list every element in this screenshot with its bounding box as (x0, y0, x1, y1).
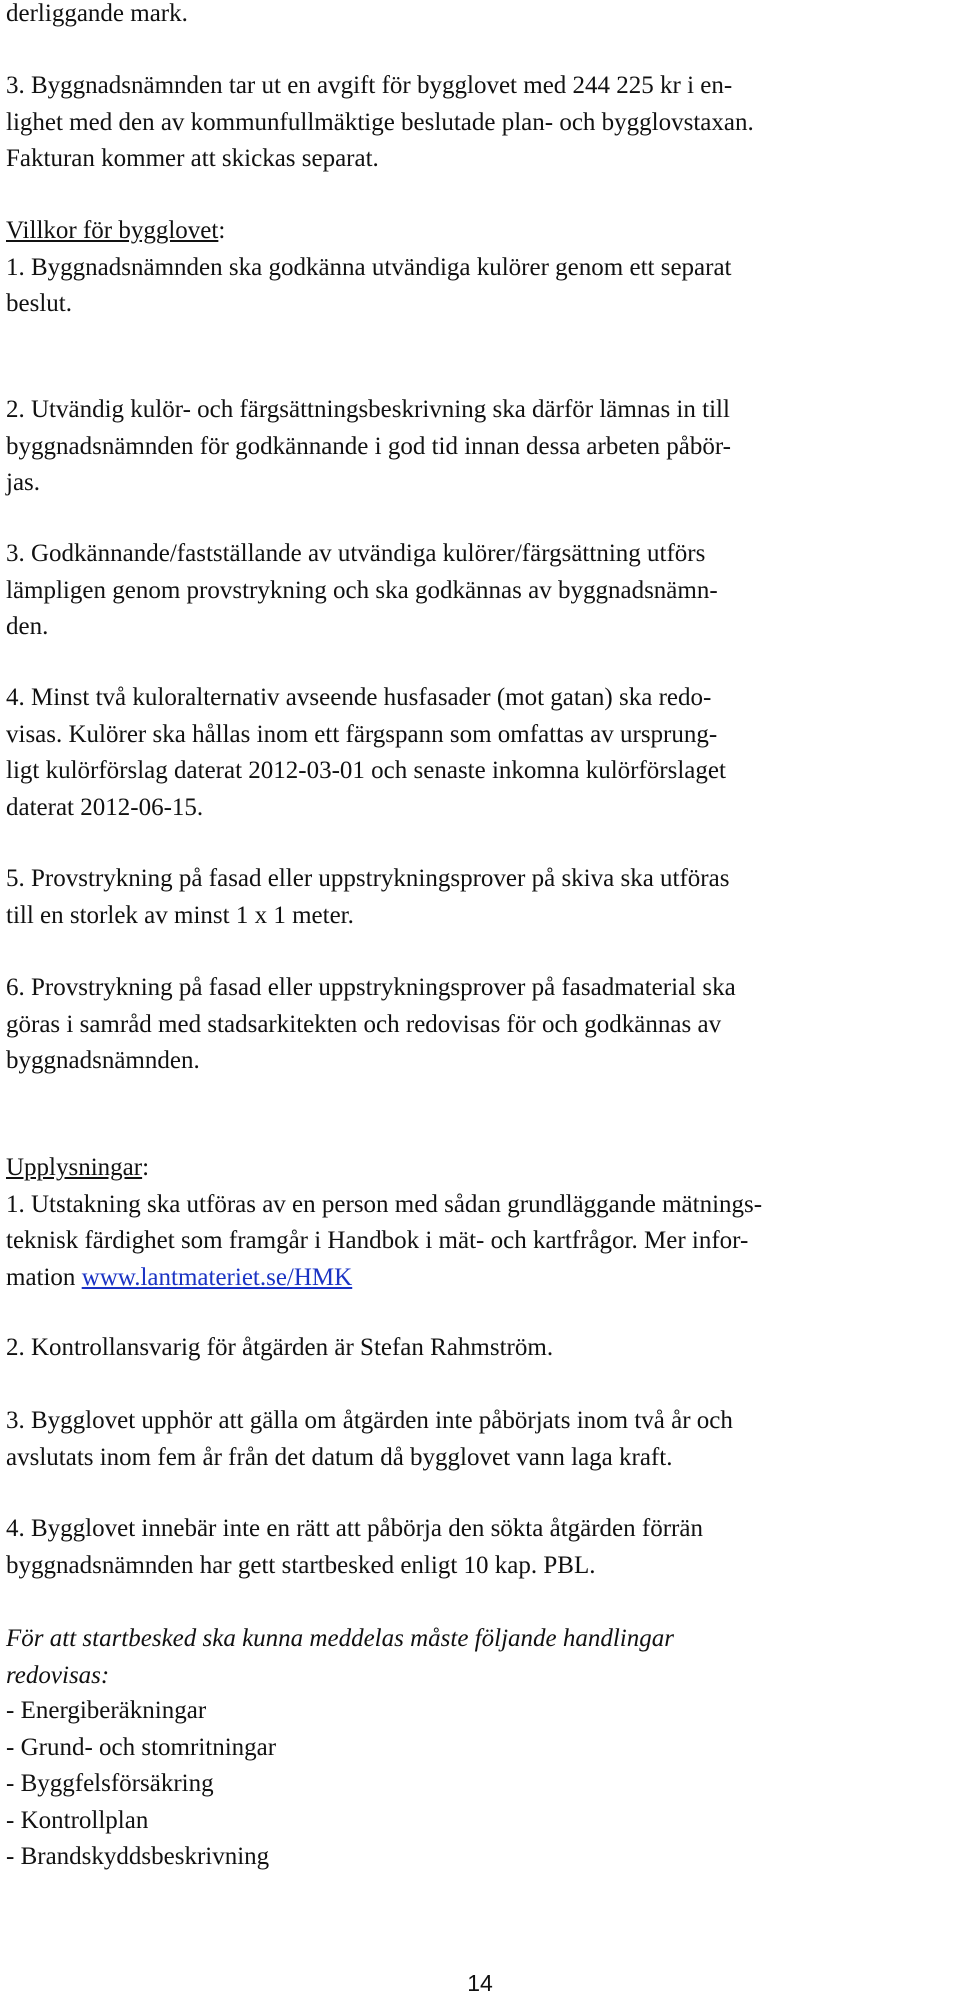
notices-heading (6, 1150, 956, 1187)
list-item: - Grund- och stomritningar (6, 1733, 277, 1761)
text-line: 3. Godkännande/fastställande av utvändiga kulörer/färgsättning utförs (6, 540, 706, 567)
text-line (6, 1260, 956, 1297)
text-line: Fakturan kommer att skickas separat. (6, 145, 379, 172)
text-line: 1. Byggnadsnämnden ska godkänna utvändiga kulörer genom ett separat (6, 253, 732, 281)
notice-2-paragraph (6, 1330, 956, 1367)
intro-tail-paragraph (6, 0, 956, 33)
text-line: beslut. (6, 290, 72, 317)
startbesked-intro (6, 1621, 956, 1694)
text-line: 3. Byggnadsnämnden tar ut en avgift för bygglovet med 244 225 kr i en- (6, 72, 733, 99)
conditions-heading-text: Villkor för bygglovet (6, 217, 219, 244)
lantmateriet-hmk-link[interactable]: www.lantmateriet.se/HMK (81, 1263, 353, 1291)
text-line: den. (6, 613, 49, 640)
condition-3-paragraph (6, 536, 956, 646)
notice-3-paragraph (6, 1403, 956, 1476)
condition-4-paragraph (6, 680, 956, 826)
text-line: jas. (6, 469, 41, 496)
text-line: lämpligen genom provstrykning och ska godkännas av byggnadsnämn- (6, 576, 718, 604)
text-line: byggnadsnämnden för godkännande i god tid innan dessa arbeten påbör- (6, 432, 731, 460)
text-line: lighet med den av kommunfullmäktige beslutade plan- och bygglovstaxan. (6, 108, 754, 136)
text-line: 4. Bygglovet innebär inte en rätt att påbörja den sökta åtgärden förrän (6, 1515, 703, 1542)
condition-6-paragraph (6, 970, 956, 1080)
text-line: ligt kulörförslag daterat 2012-03-01 och senaste inkomna kulörförslaget (6, 757, 726, 784)
text-line: derliggande mark. (6, 0, 188, 27)
condition-2-paragraph (6, 392, 956, 502)
text-line: 5. Provstrykning på fasad eller uppstrykningsprover på skiva ska utföras (6, 865, 730, 892)
list-item: - Byggfelsförsäkring (6, 1770, 214, 1797)
text-line: 2. Utvändig kulör- och färgsättningsbeskrivning ska därför lämnas in till (6, 396, 730, 423)
condition-5-paragraph (6, 861, 956, 934)
heading-colon: : (218, 217, 226, 244)
text-line: visas. Kulörer ska hållas inom ett färgspann som omfattas av ursprung- (6, 720, 718, 748)
text-line: 6. Provstrykning på fasad eller uppstrykningsprover på fasadmaterial ska (6, 974, 736, 1001)
text-line: göras i samråd med stadsarkitekten och redovisas för och godkännas av (6, 1010, 722, 1038)
notices-section (6, 1150, 956, 1296)
list-item: - Energiberäkningar (6, 1697, 207, 1724)
list-item: - Brandskyddsbeskrivning (6, 1843, 270, 1870)
text-line: till en storlek av minst 1 x 1 meter. (6, 901, 354, 929)
decision-3-paragraph (6, 68, 956, 178)
text-line: 2. Kontrollansvarig för åtgärden är Stefan Rahmström. (6, 1334, 554, 1361)
heading-colon: : (142, 1154, 150, 1181)
text-line: byggnadsnämnden. (6, 1047, 200, 1074)
text-line: avslutats inom fem år från det datum då bygglovet vann laga kraft. (6, 1443, 673, 1471)
conditions-heading (6, 213, 956, 250)
text-line: byggnadsnämnden har gett startbesked enligt 10 kap. PBL. (6, 1551, 596, 1579)
notice-4-paragraph (6, 1511, 956, 1584)
notices-heading-text: Upplysningar (6, 1154, 143, 1181)
text-line: För att startbesked ska kunna meddelas måste följande handlingar (6, 1625, 674, 1652)
startbesked-list (6, 1693, 956, 1876)
conditions-section (6, 213, 956, 323)
text-line: 1. Utstakning ska utföras av en person med sådan grundläggande mätnings- (6, 1190, 763, 1218)
text-fragment: mation (6, 1263, 82, 1291)
text-line: 4. Minst två kuloralternativ avseende husfasader (mot gatan) ska redo- (6, 684, 712, 711)
text-line: 3. Bygglovet upphör att gälla om åtgärden inte påbörjats inom två år och (6, 1407, 733, 1434)
text-line: daterat 2012-06-15. (6, 793, 204, 821)
list-item: - Kontrollplan (6, 1806, 149, 1834)
text-line: teknisk färdighet som framgår i Handbok i mät- och kartfrågor. Mer infor- (6, 1227, 749, 1254)
page-number: 14 (467, 1970, 493, 1996)
text-line: redovisas: (6, 1661, 110, 1689)
